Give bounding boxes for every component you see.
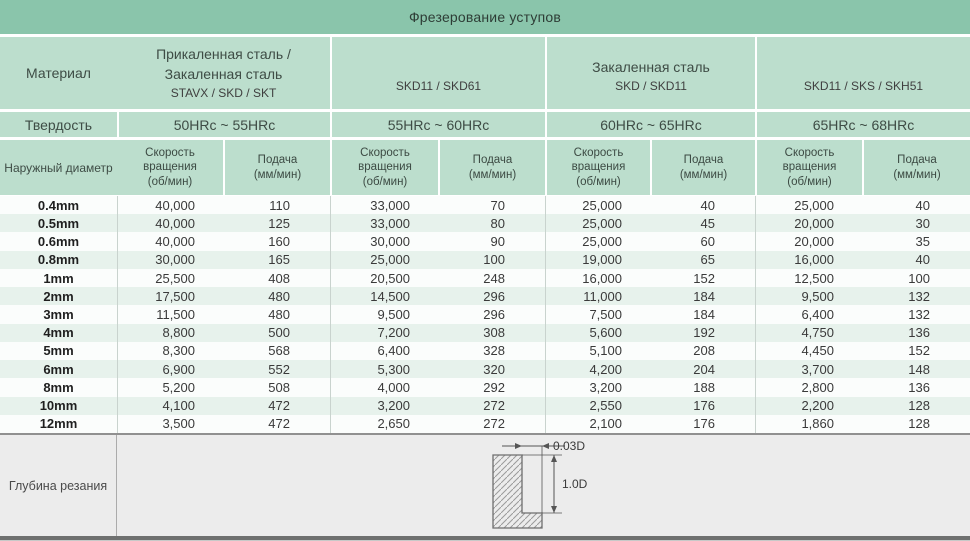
diameter-cell: 5mm xyxy=(43,343,74,359)
column-header-line: Подача xyxy=(683,154,724,166)
dim-stepover-label: 0.03D xyxy=(553,439,586,453)
spec-row xyxy=(0,378,970,396)
speed-header-cell xyxy=(545,140,650,195)
column-header-line: вращения xyxy=(143,161,197,174)
feed-value-cell: 568 xyxy=(268,343,290,359)
feed-value-cell: 160 xyxy=(268,234,290,250)
column-header-line: Скорость xyxy=(784,146,835,159)
feed-value-cell: 110 xyxy=(269,197,290,213)
feed-value-cell: 320 xyxy=(483,361,505,377)
speed-value-cell: 4,200 xyxy=(545,360,650,378)
feed-value-cell: 165 xyxy=(268,252,290,268)
feed-value-cell: 184 xyxy=(693,306,715,322)
feed-value-cell: 204 xyxy=(693,361,715,377)
column-header-line: вращения xyxy=(782,161,837,174)
material-label: Материал xyxy=(26,65,91,81)
speed-value-cell: 11,500 xyxy=(117,305,223,323)
material-line: SKD / SKD11 xyxy=(615,79,687,93)
page-title: Фрезерование уступов xyxy=(408,9,562,25)
material-group-cell xyxy=(330,37,545,109)
feed-header-cell xyxy=(650,140,755,195)
material-group-cell xyxy=(117,37,330,109)
diameter-cell: 4mm xyxy=(43,325,74,341)
speed-header-cell xyxy=(755,140,862,195)
speed-value-cell: 5,600 xyxy=(545,324,650,342)
speed-value-cell: 6,900 xyxy=(117,360,223,378)
feed-value-cell: 176 xyxy=(693,398,715,414)
column-header-line: Подача xyxy=(897,154,937,166)
feed-value-cell: 480 xyxy=(268,306,290,322)
column-header-line: Скорость xyxy=(573,146,624,159)
feed-value-cell: 40 xyxy=(700,197,715,213)
speed-value-cell: 25,000 xyxy=(755,196,862,214)
speed-value-cell: 30,000 xyxy=(117,251,223,269)
dim-depth-label: 1.0D xyxy=(562,477,588,491)
speed-value-cell: 11,000 xyxy=(545,287,650,305)
feed-header-cell xyxy=(223,140,330,195)
feed-value-cell: 208 xyxy=(693,343,715,359)
material-line: Закаленная сталь xyxy=(164,65,283,82)
feed-value-cell: 308 xyxy=(483,325,505,341)
column-header-line: (мм/мин) xyxy=(468,168,517,181)
material-line: Прикаленная сталь / xyxy=(156,45,291,62)
feed-value-cell: 188 xyxy=(693,379,715,395)
column-header-line: Подача xyxy=(257,154,298,166)
diameter-cell: 0.5mm xyxy=(37,215,80,231)
speed-value-cell: 25,500 xyxy=(117,269,223,287)
speed-value-cell: 40,000 xyxy=(117,214,223,232)
feed-value-cell: 292 xyxy=(483,379,505,395)
speed-header-cell xyxy=(117,140,223,195)
hardness-range-cell xyxy=(755,112,970,137)
spec-row xyxy=(0,232,970,250)
column-header-line: (об/мин) xyxy=(576,175,621,188)
speed-value-cell: 3,700 xyxy=(755,360,862,378)
hardness-row xyxy=(0,112,970,137)
feed-value-cell: 128 xyxy=(908,416,930,432)
speed-value-cell: 5,200 xyxy=(117,378,223,396)
speed-value-cell: 7,500 xyxy=(545,305,650,323)
speed-value-cell: 2,100 xyxy=(545,415,650,433)
column-header-line: (об/мин) xyxy=(787,175,832,188)
speed-value-cell: 5,100 xyxy=(545,342,650,360)
feed-value-cell: 472 xyxy=(268,416,290,432)
diameter-cell: 12mm xyxy=(39,416,78,432)
spec-row xyxy=(0,269,970,287)
feed-value-cell: 45 xyxy=(700,215,715,231)
feed-value-cell: 152 xyxy=(693,270,715,286)
diameter-cell: 8mm xyxy=(43,379,74,395)
feed-value-cell: 132 xyxy=(908,306,930,322)
speed-value-cell: 25,000 xyxy=(545,232,650,250)
speed-value-cell: 20,000 xyxy=(755,232,862,250)
feed-value-cell: 152 xyxy=(908,343,930,359)
feed-value-cell: 136 xyxy=(908,325,930,341)
feed-value-cell: 480 xyxy=(268,288,290,304)
speed-value-cell: 16,000 xyxy=(545,269,650,287)
spec-row xyxy=(0,415,970,433)
depth-label: Глубина резания xyxy=(8,478,108,493)
speed-value-cell: 2,800 xyxy=(755,378,862,396)
speed-value-cell: 7,200 xyxy=(330,324,438,342)
material-line: SKD11 / SKS / SKH51 xyxy=(803,79,924,93)
spec-row xyxy=(0,397,970,415)
speed-value-cell: 6,400 xyxy=(755,305,862,323)
feed-value-cell: 35 xyxy=(915,234,930,250)
feed-value-cell: 40 xyxy=(915,252,930,268)
speed-value-cell: 6,400 xyxy=(330,342,438,360)
column-header-line: Скорость xyxy=(360,146,410,159)
feed-value-cell: 40 xyxy=(915,197,930,213)
hardness-range-cell xyxy=(117,112,330,137)
feed-value-cell: 70 xyxy=(490,197,505,213)
spec-row xyxy=(0,305,970,323)
feed-value-cell: 90 xyxy=(490,234,505,250)
column-header-line: (мм/мин) xyxy=(253,168,302,181)
column-header-line: вращения xyxy=(571,161,626,174)
table-title-bar xyxy=(0,0,970,34)
feed-value-cell: 100 xyxy=(483,252,505,268)
speed-value-cell: 5,300 xyxy=(330,360,438,378)
step-milling-diagram xyxy=(117,435,970,536)
column-header-line: (мм/мин) xyxy=(679,168,728,181)
column-header-line: Подача xyxy=(472,154,513,166)
diameter-header-cell xyxy=(0,140,117,195)
speed-value-cell: 25,000 xyxy=(330,251,438,269)
hardness-label-cell xyxy=(0,112,117,137)
speed-value-cell: 4,450 xyxy=(755,342,862,360)
spec-row xyxy=(0,251,970,269)
hardness-label: Твердость xyxy=(24,116,93,133)
speed-value-cell: 8,300 xyxy=(117,342,223,360)
feed-value-cell: 176 xyxy=(693,416,715,432)
spec-row xyxy=(0,196,970,214)
material-group-cell xyxy=(545,37,755,109)
feed-value-cell: 272 xyxy=(483,416,505,432)
cutting-depth-section xyxy=(0,435,970,536)
column-header-line: (мм/мин) xyxy=(893,168,941,181)
speed-value-cell: 2,650 xyxy=(330,415,438,433)
speed-value-cell: 9,500 xyxy=(755,287,862,305)
material-line: STAVX / SKD / SKT xyxy=(170,85,277,100)
speed-value-cell: 40,000 xyxy=(117,232,223,250)
feed-header-cell xyxy=(438,140,545,195)
spec-row xyxy=(0,360,970,378)
feed-value-cell: 136 xyxy=(908,379,930,395)
material-group-cell xyxy=(755,37,970,109)
feed-value-cell: 100 xyxy=(908,270,930,286)
speed-value-cell: 8,800 xyxy=(117,324,223,342)
diameter-cell: 1mm xyxy=(43,270,74,286)
material-label-cell xyxy=(0,37,117,109)
feed-value-cell: 125 xyxy=(268,215,290,231)
speed-value-cell: 3,200 xyxy=(545,378,650,396)
feed-value-cell: 408 xyxy=(268,270,290,286)
speed-value-cell: 40,000 xyxy=(117,196,223,214)
speed-value-cell: 25,000 xyxy=(545,196,650,214)
feed-value-cell: 80 xyxy=(490,215,505,231)
diameter-cell: 3mm xyxy=(43,306,74,322)
column-header-line: вращения xyxy=(358,161,412,174)
material-line: Закаленная сталь xyxy=(592,59,710,75)
speed-value-cell: 16,000 xyxy=(755,251,862,269)
spec-table-body xyxy=(0,196,970,433)
speed-value-cell: 33,000 xyxy=(330,214,438,232)
feed-value-cell: 148 xyxy=(908,361,930,377)
speed-value-cell: 2,550 xyxy=(545,397,650,415)
diameter-cell: 6mm xyxy=(43,361,74,377)
feed-value-cell: 508 xyxy=(268,379,290,395)
speed-value-cell: 9,500 xyxy=(330,305,438,323)
column-header-line: Скорость xyxy=(145,146,195,159)
feed-value-cell: 60 xyxy=(700,234,715,250)
diameter-cell: 0.4mm xyxy=(37,197,80,213)
diameter-cell: 0.8mm xyxy=(37,252,80,268)
feed-value-cell: 30 xyxy=(915,215,930,231)
speed-header-cell xyxy=(330,140,438,195)
speed-value-cell: 3,200 xyxy=(330,397,438,415)
diameter-header: Наружный диаметр xyxy=(4,160,113,175)
feed-header-cell xyxy=(862,140,970,195)
feed-value-cell: 65 xyxy=(700,252,715,268)
feed-value-cell: 192 xyxy=(693,325,715,341)
feed-value-cell: 552 xyxy=(268,361,290,377)
depth-diagram-cell xyxy=(117,435,970,536)
speed-value-cell: 30,000 xyxy=(330,232,438,250)
diameter-cell: 10mm xyxy=(39,398,78,414)
material-row xyxy=(0,37,970,109)
feed-value-cell: 296 xyxy=(483,306,505,322)
feed-value-cell: 296 xyxy=(483,288,505,304)
speed-value-cell: 12,500 xyxy=(755,269,862,287)
feed-value-cell: 184 xyxy=(693,288,715,304)
speed-value-cell: 4,000 xyxy=(330,378,438,396)
hardness-range: 65HRc ~ 68HRc xyxy=(812,116,915,133)
hardness-range: 50HRc ~ 55HRc xyxy=(173,116,276,133)
speed-value-cell: 19,000 xyxy=(545,251,650,269)
feed-value-cell: 248 xyxy=(483,270,505,286)
diameter-cell: 2mm xyxy=(43,288,74,304)
diameter-cell: 0.6mm xyxy=(37,234,80,250)
feed-value-cell: 328 xyxy=(483,343,505,359)
speed-value-cell: 33,000 xyxy=(330,196,438,214)
hardness-range: 60HRc ~ 65HRc xyxy=(600,116,702,133)
column-header-row xyxy=(0,140,970,195)
speed-value-cell: 4,750 xyxy=(755,324,862,342)
workpiece-shape xyxy=(493,455,542,528)
hardness-range: 55HRc ~ 60HRc xyxy=(387,116,490,133)
speed-value-cell: 25,000 xyxy=(545,214,650,232)
spec-row xyxy=(0,214,970,232)
speed-value-cell: 17,500 xyxy=(117,287,223,305)
column-header-line: (об/мин) xyxy=(147,175,193,188)
hardness-range-cell xyxy=(330,112,545,137)
feed-value-cell: 128 xyxy=(908,398,930,414)
speed-value-cell: 2,200 xyxy=(755,397,862,415)
feed-value-cell: 272 xyxy=(483,398,505,414)
speed-value-cell: 4,100 xyxy=(117,397,223,415)
speed-value-cell: 20,000 xyxy=(755,214,862,232)
material-line: SKD11 / SKD61 xyxy=(395,79,482,93)
spec-row xyxy=(0,342,970,360)
speed-value-cell: 14,500 xyxy=(330,287,438,305)
spec-row xyxy=(0,324,970,342)
speed-value-cell: 3,500 xyxy=(117,415,223,433)
feed-value-cell: 500 xyxy=(268,325,290,341)
hardness-range-cell xyxy=(545,112,755,137)
speed-value-cell: 1,860 xyxy=(755,415,862,433)
feed-value-cell: 132 xyxy=(908,288,930,304)
speed-value-cell: 20,500 xyxy=(330,269,438,287)
feed-value-cell: 472 xyxy=(268,398,290,414)
spec-row xyxy=(0,287,970,305)
column-header-line: (об/мин) xyxy=(362,175,408,188)
depth-label-cell xyxy=(0,435,117,536)
